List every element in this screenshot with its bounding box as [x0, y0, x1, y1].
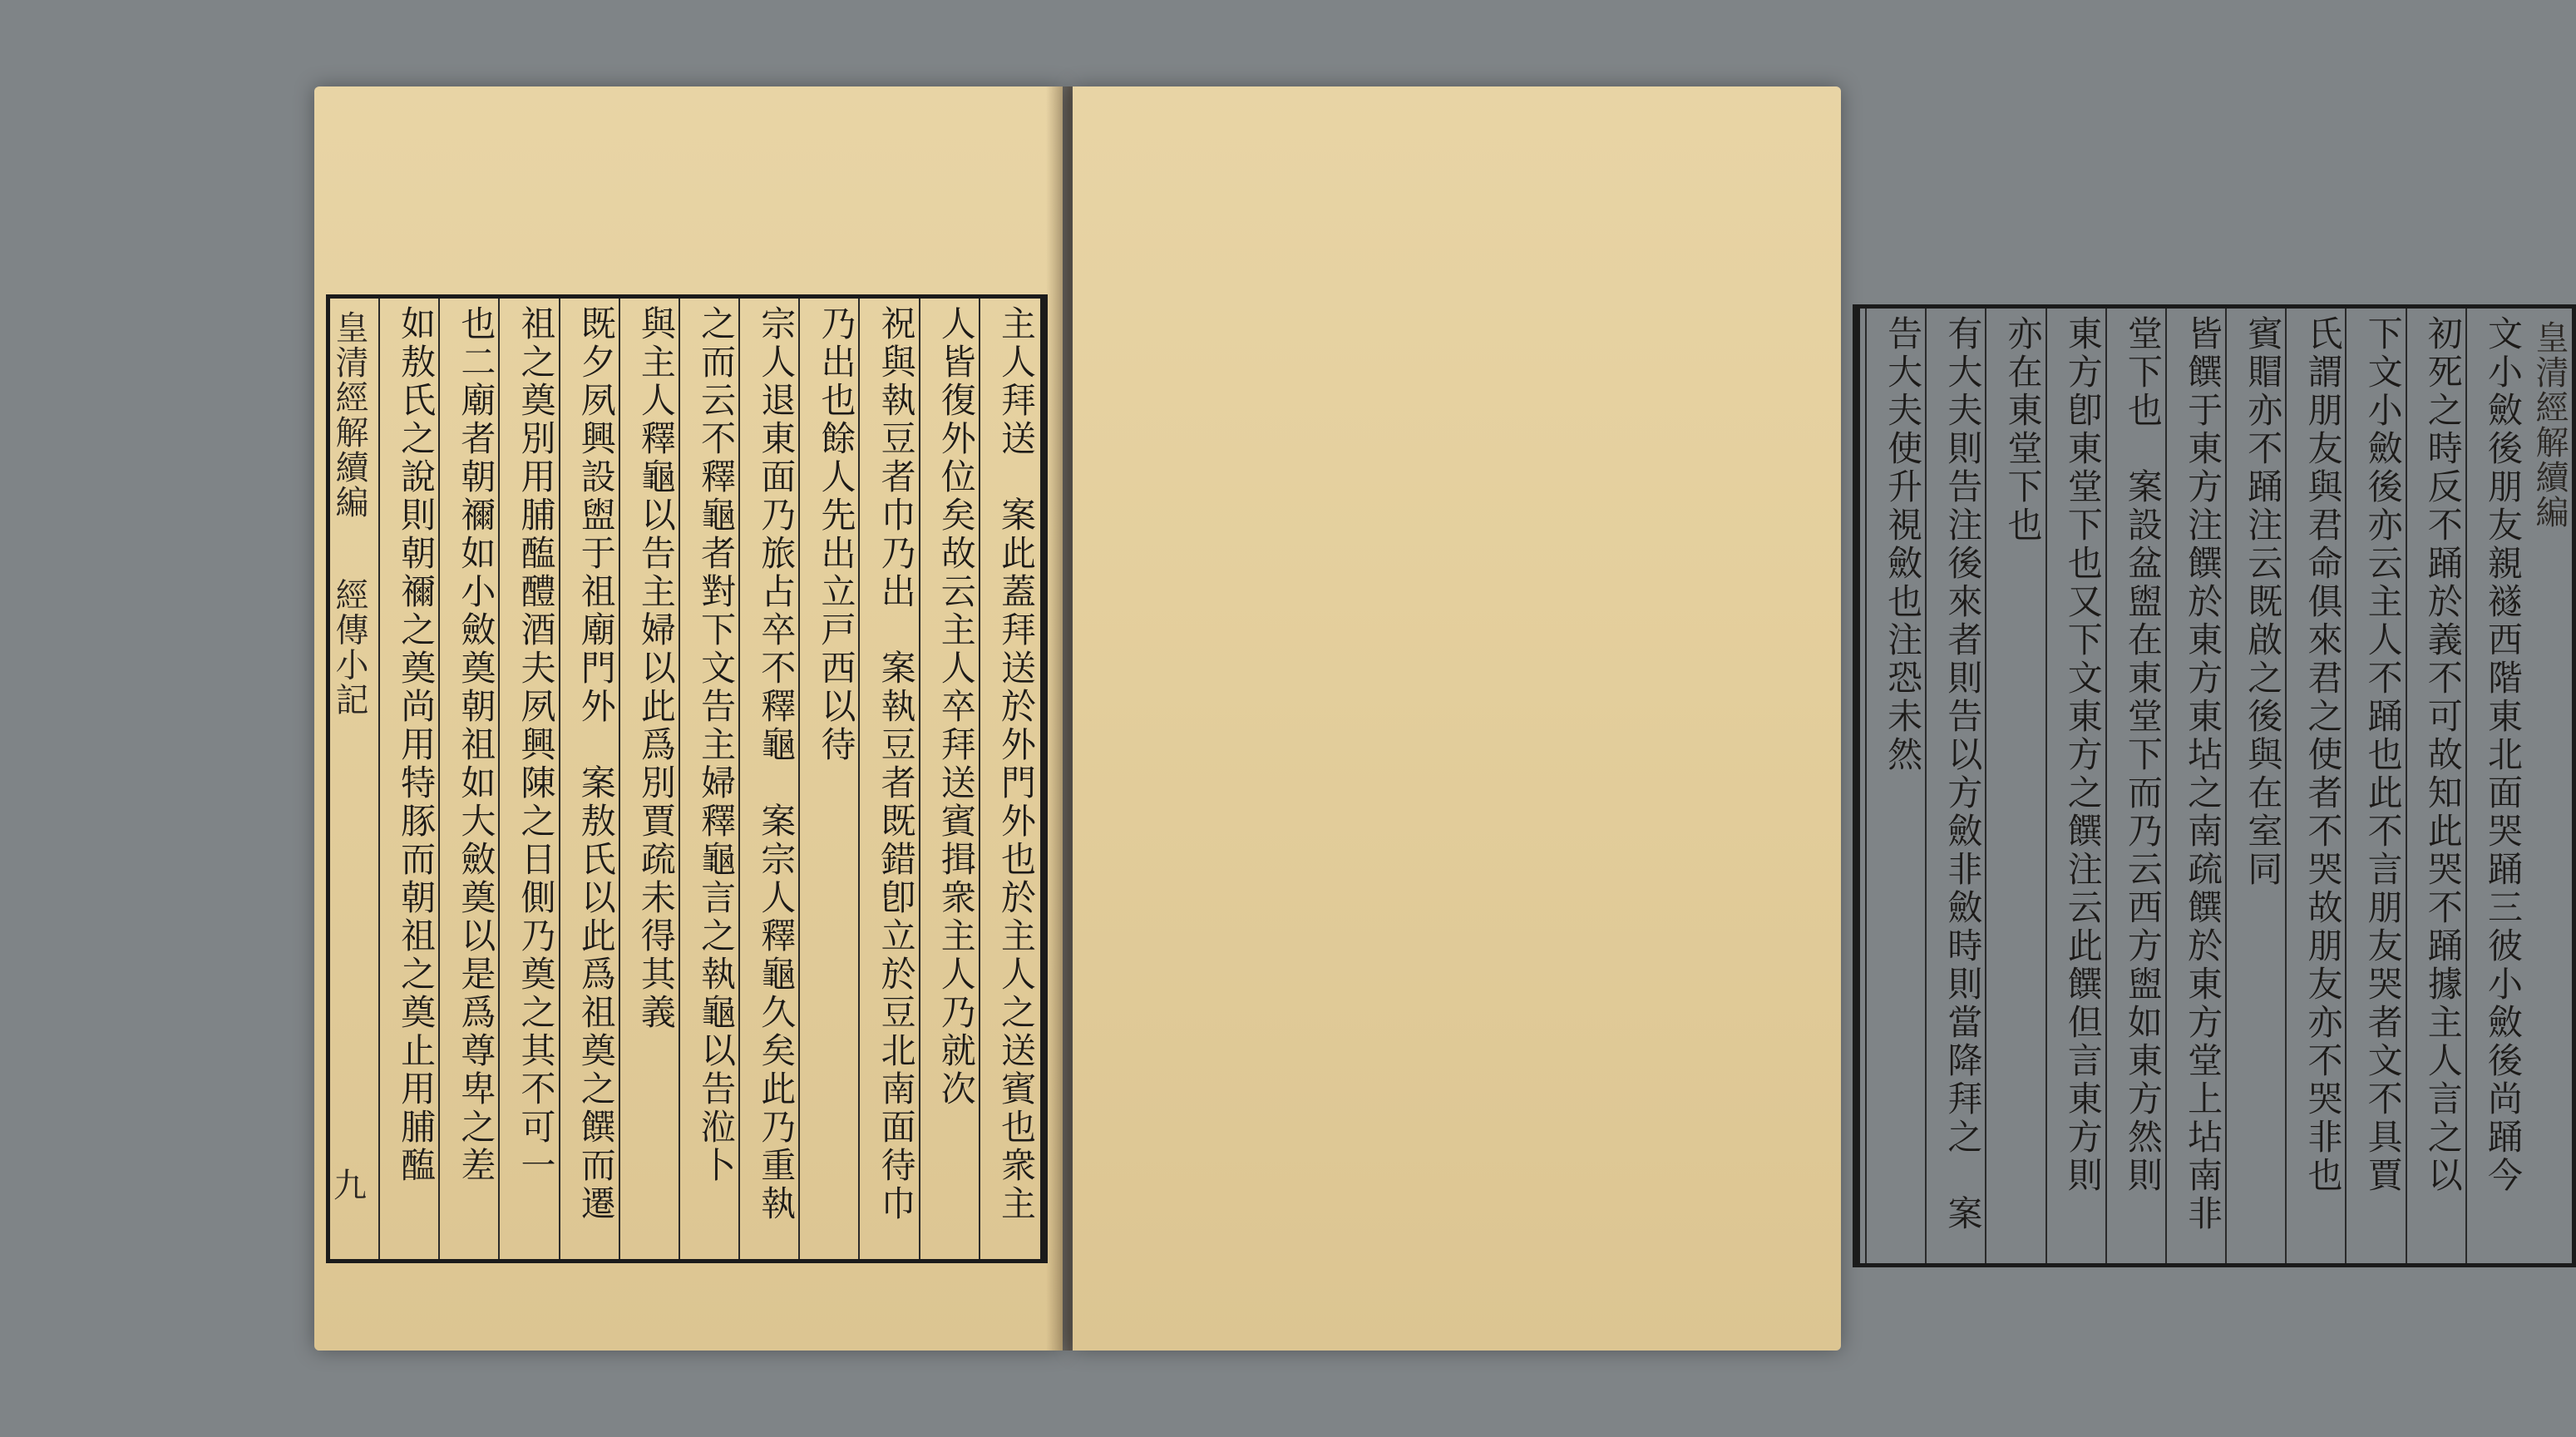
left-margin-strip	[328, 299, 373, 1259]
right-column-9: 亦在東堂下也	[1985, 309, 2046, 1263]
left-column-3: 祝與執豆者巾乃出 案執豆者既錯卽立於豆北南面待巾	[858, 299, 920, 1259]
right-column-3: 下文小斂後亦云主人不踊也此不言朋友哭者文不具賈	[2345, 309, 2406, 1263]
open-book	[314, 86, 2569, 1351]
left-column-7: 與主人釋龜以告主婦以此爲別賈疏未得其義	[619, 299, 680, 1259]
right-column-4: 氏謂朋友與君命俱來君之使者不哭故朋友亦不哭非也	[2285, 309, 2347, 1263]
left-column-2: 人皆復外位矣故云主人卒拜送賓揖衆主人乃就次	[919, 299, 980, 1259]
right-page	[1073, 86, 2569, 1351]
right-margin-title: 皇清經解續編	[2530, 320, 2569, 530]
right-column-5: 賓賵亦不踊注云既啟之後與在室同	[2225, 309, 2287, 1263]
right-text-frame	[1853, 304, 2576, 1267]
left-column-6: 之而云不釋龜者對下文告主婦釋龜言之執龜以告涖卜	[679, 299, 740, 1259]
right-column-11: 告大夫使升視斂也注恐未然	[1865, 309, 1927, 1263]
left-column-1: 主人拜送 案此蓋拜送於外門外也於主人之送賓也衆主	[979, 299, 1040, 1259]
right-column-2: 初死之時反不踊於義不可故知此哭不踊據主人言之以	[2406, 309, 2467, 1263]
right-column-1: 文小斂後朋友親襚西階東北面哭踊三彼小斂後尚踊今	[2465, 309, 2527, 1263]
left-column-11: 如敖氏之說則朝禰之奠尚用特豚而朝祖之奠止用脯醢	[378, 299, 440, 1259]
right-column-7: 堂下也 案設盆盥在東堂下而乃云西方盥如東方然則	[2105, 309, 2167, 1263]
left-column-5: 宗人退東面乃旅占卒不釋龜 案宗人釋龜久矣此乃重執	[738, 299, 800, 1259]
left-margin-section: 經傳小記	[330, 577, 368, 718]
left-folio: 九	[333, 1167, 367, 1205]
left-column-9: 祖之奠別用脯醢醴酒夫夙興陳之日側乃奠之其不可一	[498, 299, 560, 1259]
right-column-6: 皆饌于東方注饌於東方東坫之南疏饌於東方堂上坫南非	[2165, 309, 2227, 1263]
right-column-8: 東方卽東堂下也又下文東方之饌注云此饌但言東方則	[2046, 309, 2107, 1263]
left-column-10: 也二廟者朝禰如小斂奠朝祖如大斂奠以是爲尊卑之差	[438, 299, 500, 1259]
left-column-4: 乃出也餘人先出立戸西以待	[798, 299, 860, 1259]
left-column-8: 既夕夙興設盥于祖廟門外 案敖氏以此爲祖奠之饌而遷	[559, 299, 620, 1259]
left-page	[314, 86, 1063, 1351]
left-text-frame	[326, 294, 1048, 1263]
right-margin-strip	[2529, 309, 2574, 1263]
left-margin-title: 皇清經解續編	[330, 310, 368, 520]
right-column-10: 有大夫則告注後來者則告以方斂非斂時則當降拜之 案	[1925, 309, 1986, 1263]
